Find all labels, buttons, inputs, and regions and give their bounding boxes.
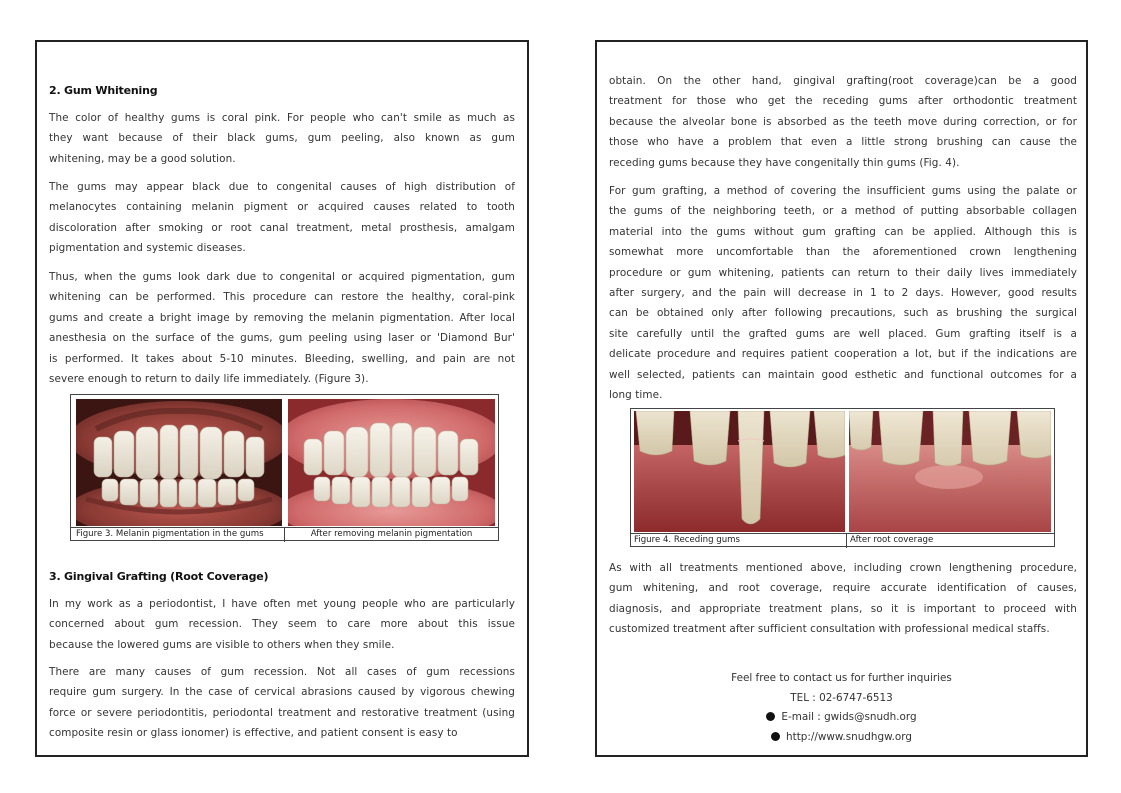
figure-4-caption-left: Figure 4. Receding gums [634, 535, 741, 545]
text-line: is performed. It takes about 5-10 minutes. Bleeding, swelling, and pain are not [49, 352, 515, 365]
text-line: because the lowered gums are visible to others when they smile. [49, 638, 395, 651]
text-line: those who have a problem that even a little strong brushing can cause the [609, 136, 1077, 149]
text-line: well selected, patients can maintain good esthetic and functional outcomes for a [609, 368, 1077, 381]
section-heading-gum-whitening: 2. Gum Whitening [49, 84, 158, 97]
text-line: For gum grafting, a method of covering the insufficient gums using the palate or [609, 185, 1077, 197]
paragraph [609, 558, 1077, 640]
paragraph [609, 71, 1077, 173]
image-receding-gums [634, 411, 845, 532]
text-line: long time. [609, 388, 663, 401]
text-line: obtain. On the other hand, gingival grafting(root coverage)can be a good [609, 75, 1077, 87]
text-line: whitening can be performed. This procedure can restore the healthy, coral-pink [49, 291, 515, 304]
contact-web-line [597, 728, 1086, 748]
contact-block [597, 669, 1086, 747]
paragraph [609, 181, 1077, 405]
figure-4-caption [631, 533, 1054, 547]
contact-email-line [597, 708, 1086, 728]
text-line: after surgery, and the pain will decrease in 1 to 2 days. However, good results [609, 286, 1077, 299]
text-line: delicate procedure and requires patient cooperation a lot, but if the indications are [609, 348, 1077, 361]
text-line: they want because of their black gums, gum peeling, also known as gum [49, 132, 515, 145]
text-line: There are many causes of gum recession. Not all cases of gum recessions [49, 666, 515, 678]
figure-3-caption-left: Figure 3. Melanin pigmentation in the gums [76, 529, 264, 539]
text-line: The color of healthy gums is coral pink. For people who can't smile as much as [49, 112, 515, 124]
text-line: composite resin or glass ionomer) is effective, and patient consent is easy to [49, 727, 458, 740]
right-page [595, 40, 1088, 757]
text-line: As with all treatments mentioned above, including crown lengthening procedure, [609, 562, 1077, 574]
text-line: pigmentation and systemic diseases. [49, 242, 246, 255]
paragraph [49, 108, 515, 169]
image-after-root-coverage [849, 411, 1051, 532]
figure-3-caption-right: After removing melanin pigmentation [310, 529, 473, 539]
text-line: material into the gums without gum grafting can be applied. Although this is [609, 225, 1077, 238]
paragraph [49, 177, 515, 259]
text-line: Thus, when the gums look dark due to congenital or acquired pigmentation, gum [49, 271, 515, 283]
text-line: concerned about gum recession. They seem to care more about this issue [49, 618, 515, 631]
bullet-icon [771, 732, 780, 741]
contact-email[interactable]: E-mail : gwids@snudh.org [781, 711, 917, 723]
text-line: procedure or gum whitening, patients can return to their daily lives immediately [609, 266, 1077, 279]
figure-4-caption-right: After root coverage [850, 535, 934, 545]
text-line: because the alveolar bone is absorbed as the teeth move during correction, or for [609, 115, 1077, 128]
figure-3 [70, 394, 499, 541]
paragraph [49, 662, 515, 744]
text-line: gum whitening, and root coverage, require accurate identification of causes, [609, 582, 1077, 595]
text-line: diagnosis, and appropriate treatment plans, so it is important to proceed with [609, 602, 1077, 615]
caption-divider [846, 534, 847, 548]
text-line: can be obtained only after following precautions, such as brushing the surgical [609, 307, 1077, 320]
text-line: somewhat more uncomfortable than the aforementioned crown lengthening [609, 246, 1077, 259]
text-line: In my work as a periodontist, I have often met young people who are particularly [49, 598, 515, 610]
text-line: anesthesia on the surface of the gums, gum peeling using laser or 'Diamond Bur' [49, 332, 515, 345]
text-line: require gum surgery. In the case of cervical abrasions caused by vigorous chewing [49, 686, 515, 699]
text-line: The gums may appear black due to congenital causes of high distribution of [49, 181, 515, 193]
figure-3-caption [71, 527, 498, 541]
text-line: receding gums because they have congenitally thin gums (Fig. 4). [609, 156, 960, 169]
image-after-removal [288, 399, 495, 526]
left-page [35, 40, 529, 757]
paragraph [49, 594, 515, 655]
caption-divider [284, 528, 285, 542]
bullet-icon [766, 712, 775, 721]
figure-4 [630, 408, 1055, 547]
text-line: gums and create a bright image by removing the melanin pigmentation. After local [49, 311, 515, 324]
text-line: the gums of the neighboring teeth, or a method of putting absorbable collagen [609, 205, 1077, 218]
section-heading-gingival-grafting: 3. Gingival Grafting (Root Coverage) [49, 570, 269, 583]
text-line: whitening, may be a good solution. [49, 152, 236, 165]
text-line: customized treatment after sufficient consultation with professional medical staffs. [609, 623, 1050, 636]
text-line: treatment for those who get the receding gums after orthodontic treatment [609, 95, 1077, 108]
text-line: melanocytes containing melanin pigment or acquired causes related to tooth [49, 201, 515, 214]
text-line: severe enough to return to daily life immediately. (Figure 3). [49, 372, 369, 385]
contact-website-link[interactable]: http://www.snudhgw.org [786, 730, 912, 743]
text-line: force or severe periodontitis, periodontal treatment and restorative treatment (using [49, 706, 515, 719]
text-line: discoloration after smoking or root canal treatment, metal prosthesis, amalgam [49, 221, 515, 234]
paragraph [49, 267, 515, 389]
contact-intro: Feel free to contact us for further inquiries [731, 672, 952, 684]
text-line: site carefully until the grafted gums are well placed. Gum grafting itself is a [609, 327, 1077, 340]
contact-tel: TEL : 02-6747-6513 [790, 691, 893, 704]
image-melanin-pigmentation [76, 399, 282, 526]
